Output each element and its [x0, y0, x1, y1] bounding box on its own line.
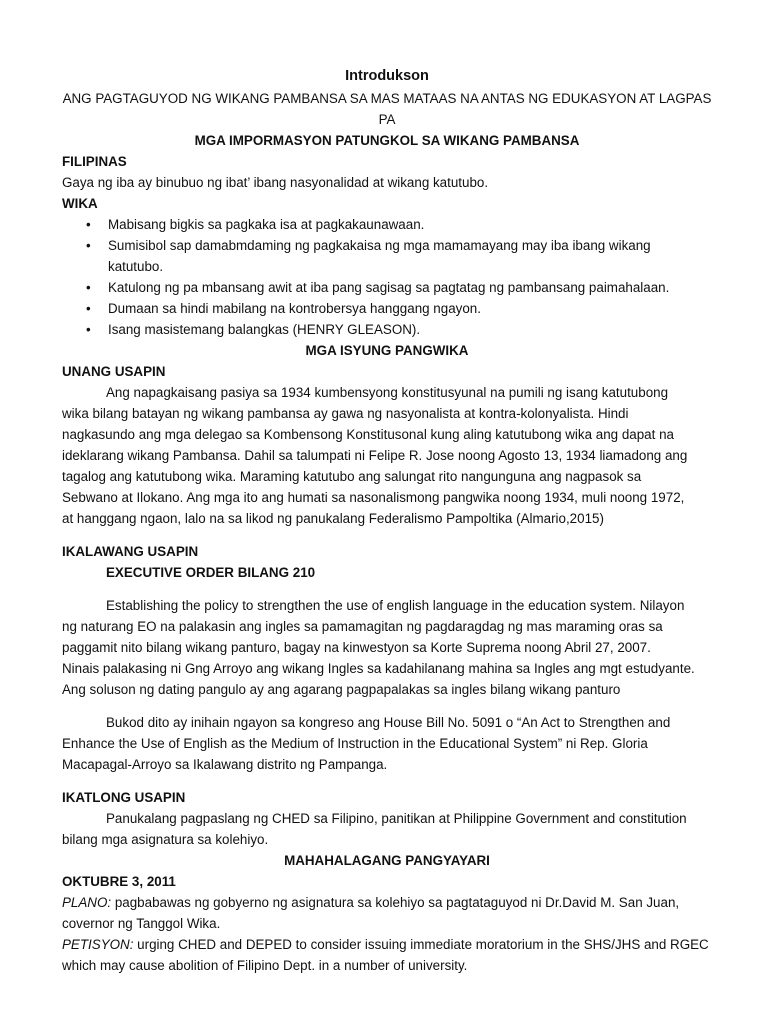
- list-item: • Dumaan sa hindi mabilang na kontrobersya hanggang ngayon.: [62, 298, 712, 319]
- bullet-icon: •: [86, 217, 91, 232]
- document-subtitle-line2: PA: [378, 112, 396, 127]
- bullet-icon: •: [86, 301, 91, 316]
- heading-ikalawang-usapin: IKALAWANG USAPIN: [62, 544, 199, 559]
- section-heading-pangyayari: MAHAHALAGANG PANGYAYARI: [284, 853, 490, 868]
- wika-bullet-list: [62, 214, 712, 340]
- list-item: • Mabisang bigkis sa pagkaka isa at pagkakaunawaan.: [62, 214, 712, 235]
- heading-ikatlong-usapin: IKATLONG USAPIN: [62, 790, 186, 805]
- bullet-icon: •: [86, 280, 91, 295]
- heading-executive-order: EXECUTIVE ORDER BILANG 210: [106, 565, 316, 580]
- petisyon-text: urging CHED and DEPED to consider issuing immediate moratorium in the SHS/JHS and RGEC: [133, 937, 709, 952]
- paragraph-ikatlong-usapin: Panukalang pagpaslang ng CHED sa Filipino, panitikan at Philippine Government and constitution bilang mga asignatura sa kolehiyo.: [62, 811, 687, 847]
- list-item: • Katulong ng pa mbansang awit at iba pang sagisag sa pagtatag ng pambansang paimahalaan.: [62, 277, 712, 298]
- paragraph-house-bill: Bukod dito ay inihain ngayon sa kongreso ang House Bill No. 5091 o “An Act to Strengthen and Enhance the Use of English as the Medium of Instruction in the Educational System” ni Rep. Gloria Macapagal-Arroyo sa Ikalawang distrito ng Pampanga.: [62, 715, 671, 772]
- plano-label: PLANO:: [62, 895, 112, 910]
- petisyon-text-continued: which may cause abolition of Filipino Dept. in a number of university.: [62, 958, 468, 973]
- plano-text: pagbabawas ng gobyerno ng asignatura sa kolehiyo sa pagtataguyod ni Dr.David M. San Juan,: [111, 895, 680, 910]
- paragraph-filipinas: Gaya ng iba ay binubuo ng ibat’ ibang nasyonalidad at wikang katutubo.: [62, 175, 489, 190]
- document-title: Introdukson: [345, 68, 429, 84]
- bullet-icon: •: [86, 238, 91, 253]
- bullet-icon: •: [86, 322, 91, 337]
- paragraph-plano: [62, 892, 712, 934]
- petisyon-label: PETISYON:: [62, 937, 134, 952]
- list-item: • Isang masistemang balangkas (HENRY GLEASON).: [62, 319, 712, 340]
- paragraph-petisyon: [62, 934, 712, 976]
- heading-wika: WIKA: [62, 196, 98, 211]
- document-page: [62, 66, 712, 976]
- heading-filipinas: FILIPINAS: [62, 154, 127, 169]
- section-heading-impormasyon: MGA IMPORMASYON PATUNGKOL SA WIKANG PAMBANSA: [194, 133, 580, 148]
- document-subtitle-line1: ANG PAGTAGUYOD NG WIKANG PAMBANSA SA MAS MATAAS NA ANTAS NG EDUKASYON AT LAGPAS: [62, 91, 712, 106]
- section-heading-isyung-pangwika: MGA ISYUNG PANGWIKA: [305, 343, 469, 358]
- paragraph-unang-usapin: Ang napagkaisang pasiya sa 1934 kumbensyong konstitusyunal na pumili ng isang katutubong wika bilang batayan ng wikang pambansa ay gawa ng nasyonalista at kontra-kolonyalista. Hindi nagkasundo ang mga delegao sa Kombensong Konstitusonal kung aling katutubong wika ang dapat na ideklarang wikang Pambansa. Dahil sa talumpati ni Felipe R. Jose noong Agosto 13, 1934 liamadong ang tagalog ang katutubong wika. Maraming katutubo ang salungat rito nangunguna ang nagpasok sa Sebwano at Ilokano. Ang mga ito ang humati sa nasonalismong pangwika noong 1934, muli noong 1972, at hanggang ngaon, lalo na sa likod ng panukalang Federalismo Pampoltika (Almario,2015): [62, 385, 688, 526]
- plano-text-continued: covernor ng Tanggol Wika.: [62, 916, 221, 931]
- heading-unang-usapin: UNANG USAPIN: [62, 364, 166, 379]
- list-item: • Sumisibol sap damabmdaming ng pagkakaisa ng mga mamamayang may iba ibang wikang katutubo.: [62, 235, 668, 277]
- paragraph-executive-order: Establishing the policy to strengthen the use of english language in the education system. Nilayon ng naturang EO na palakasin ang ingles sa pamamagitan ng pagdaragdag ng mas maraming oras sa paggamit nito bilang wikang panturo, bagay na kinwestyon sa Korte Suprema noong Abril 27, 2007. Ninais palakasing ni Gng Arroyo ang wikang Ingles sa kadahilanang mahina sa Ingles ang mgt estudyante. Ang soluson ng dating pangulo ay ang agarang pagpapalakas sa ingles bilang wikang panturo: [62, 598, 695, 697]
- heading-date: OKTUBRE 3, 2011: [62, 874, 176, 889]
